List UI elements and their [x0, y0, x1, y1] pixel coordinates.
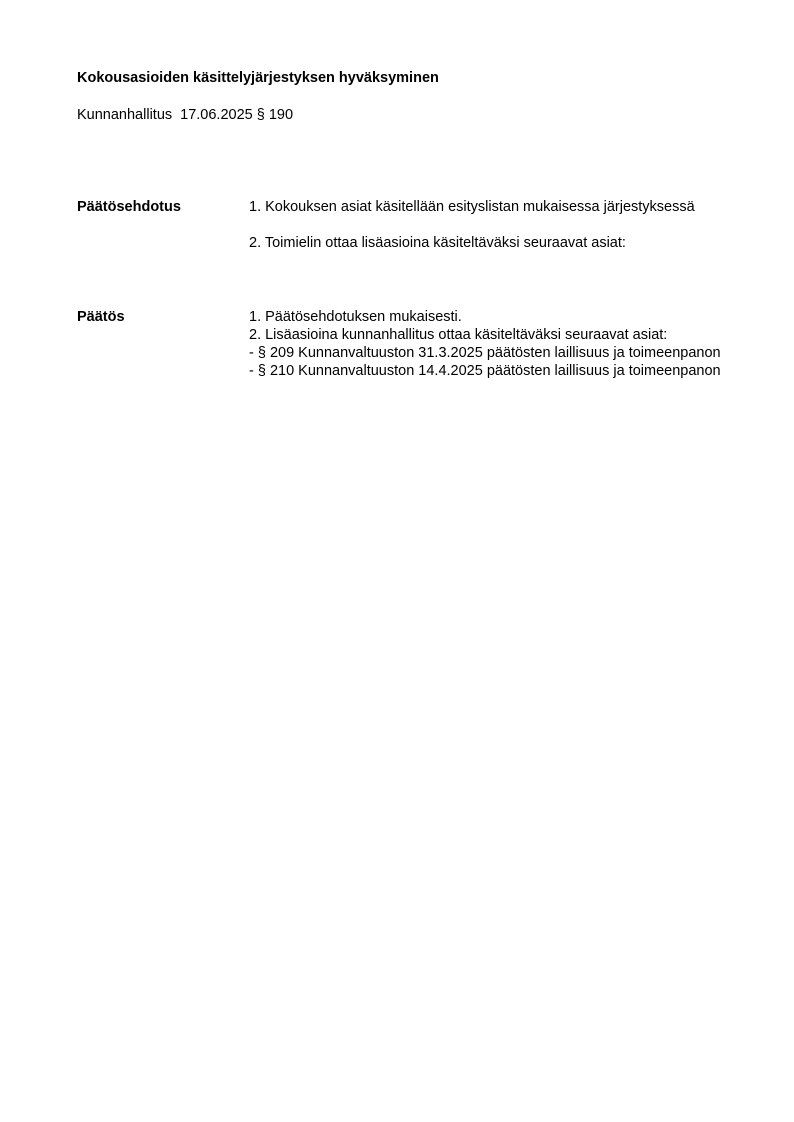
decision-line: 1. Päätösehdotuksen mukaisesti. [249, 309, 462, 325]
decision-content [249, 308, 724, 380]
meeting-date: 17.06.2025 [180, 107, 253, 123]
proposal-content [249, 198, 724, 252]
proposal-item: 1. Kokouksen asiat käsitellään esityslistan mukaisessa järjestyksessä [249, 199, 695, 215]
decision-label: Päätös [77, 309, 125, 325]
meeting-section: § 190 [256, 107, 294, 123]
proposal-label: Päätösehdotus [77, 199, 181, 215]
decision-line: - § 210 Kunnanvaltuuston 14.4.2025 päätösten laillisuus ja toimeenpanon [249, 363, 721, 379]
decision-line: - § 209 Kunnanvaltuuston 31.3.2025 päätösten laillisuus ja toimeenpanon [249, 345, 721, 361]
document-title: Kokousasioiden käsittelyjärjestyksen hyväksyminen [77, 70, 439, 86]
decision-line: 2. Lisäasioina kunnanhallitus ottaa käsiteltäväksi seuraavat asiat: [249, 327, 668, 343]
meeting-body: Kunnanhallitus [77, 107, 173, 123]
meeting-info [77, 106, 293, 124]
proposal-item: 2. Toimielin ottaa lisäasioina käsiteltäväksi seuraavat asiat: [249, 235, 626, 251]
